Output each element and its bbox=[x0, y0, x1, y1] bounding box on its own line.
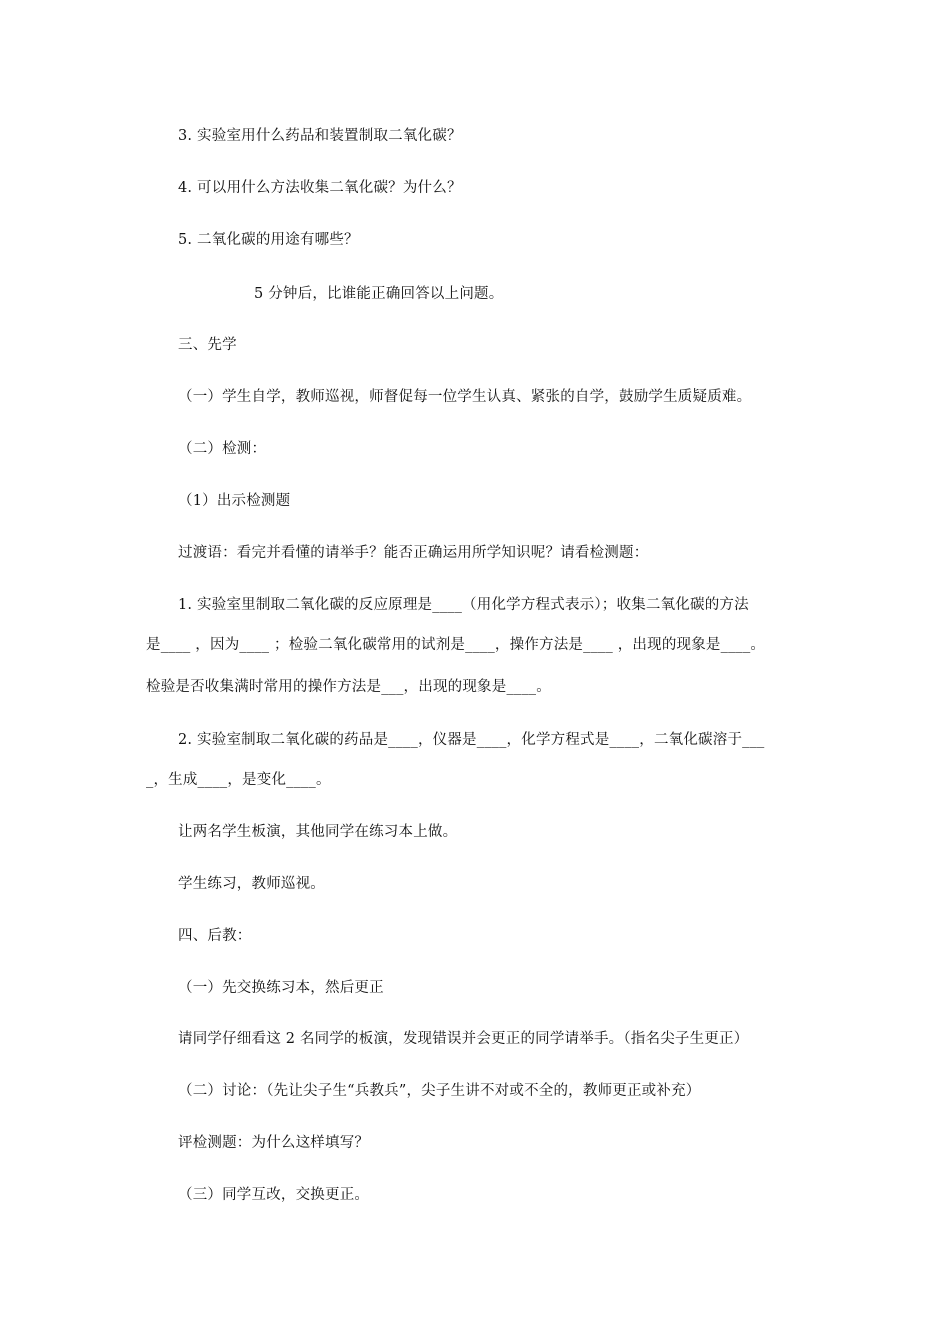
instruction-text: 5 分钟后，比谁能正确回答以上问题。 bbox=[254, 286, 504, 302]
exercise-1-line-3: 检验是否收集满时常用的操作方法是___，出现的现象是____。 bbox=[146, 679, 551, 695]
question-4: 4. 可以用什么方法收集二氧化碳？为什么？ bbox=[178, 180, 462, 196]
peer-correct-heading: （三）同学互改，交换更正。 bbox=[178, 1187, 370, 1203]
exercise-2-line-1: 2. 实验室制取二氧化碳的药品是____，仪器是____，化学方程式是____，二氧化碳溶于___ bbox=[178, 732, 765, 748]
check-board-paragraph: 请同学仔细看这 2 名同学的板演，发现错误并会更正的同学请举手。（指名尖子生更正） bbox=[178, 1031, 749, 1047]
transition-text: 过渡语：看完并看懂的请举手？能否正确运用所学知识呢？请看检测题： bbox=[178, 545, 649, 561]
practice-text: 学生练习，教师巡视。 bbox=[178, 876, 325, 892]
exchange-heading: （一）先交换练习本，然后更正 bbox=[178, 980, 384, 996]
show-test-heading: （1）出示检测题 bbox=[178, 493, 291, 509]
exercise-1-line-2: 是____ ，因为____ ；检验二氧化碳常用的试剂是____，操作方法是____ ，出现的现象是____。 bbox=[146, 637, 766, 653]
evaluate-text: 评检测题：为什么这样填写？ bbox=[178, 1135, 370, 1151]
board-instruction: 让两名学生板演，其他同学在练习本上做。 bbox=[178, 824, 458, 840]
self-study-paragraph: （一）学生自学，教师巡视，师督促每一位学生认真、紧张的自学，鼓励学生质疑质难。 bbox=[178, 389, 752, 405]
section-3-title: 三、先学 bbox=[178, 337, 237, 353]
question-5: 5. 二氧化碳的用途有哪些？ bbox=[178, 232, 359, 248]
section-4-title: 四、后教： bbox=[178, 928, 252, 944]
discussion-paragraph: （二）讨论：（先让尖子生“兵教兵”，尖子生讲不对或不全的，教师更正或补充） bbox=[178, 1083, 701, 1099]
question-3: 3. 实验室用什么药品和装置制取二氧化碳？ bbox=[178, 128, 462, 144]
test-heading: （二）检测： bbox=[178, 441, 267, 457]
exercise-2-line-2: _，生成____，是变化____。 bbox=[146, 772, 331, 788]
exercise-1-line-1: 1. 实验室里制取二氧化碳的反应原理是____（用化学方程式表示）；收集二氧化碳的方法 bbox=[178, 597, 749, 613]
